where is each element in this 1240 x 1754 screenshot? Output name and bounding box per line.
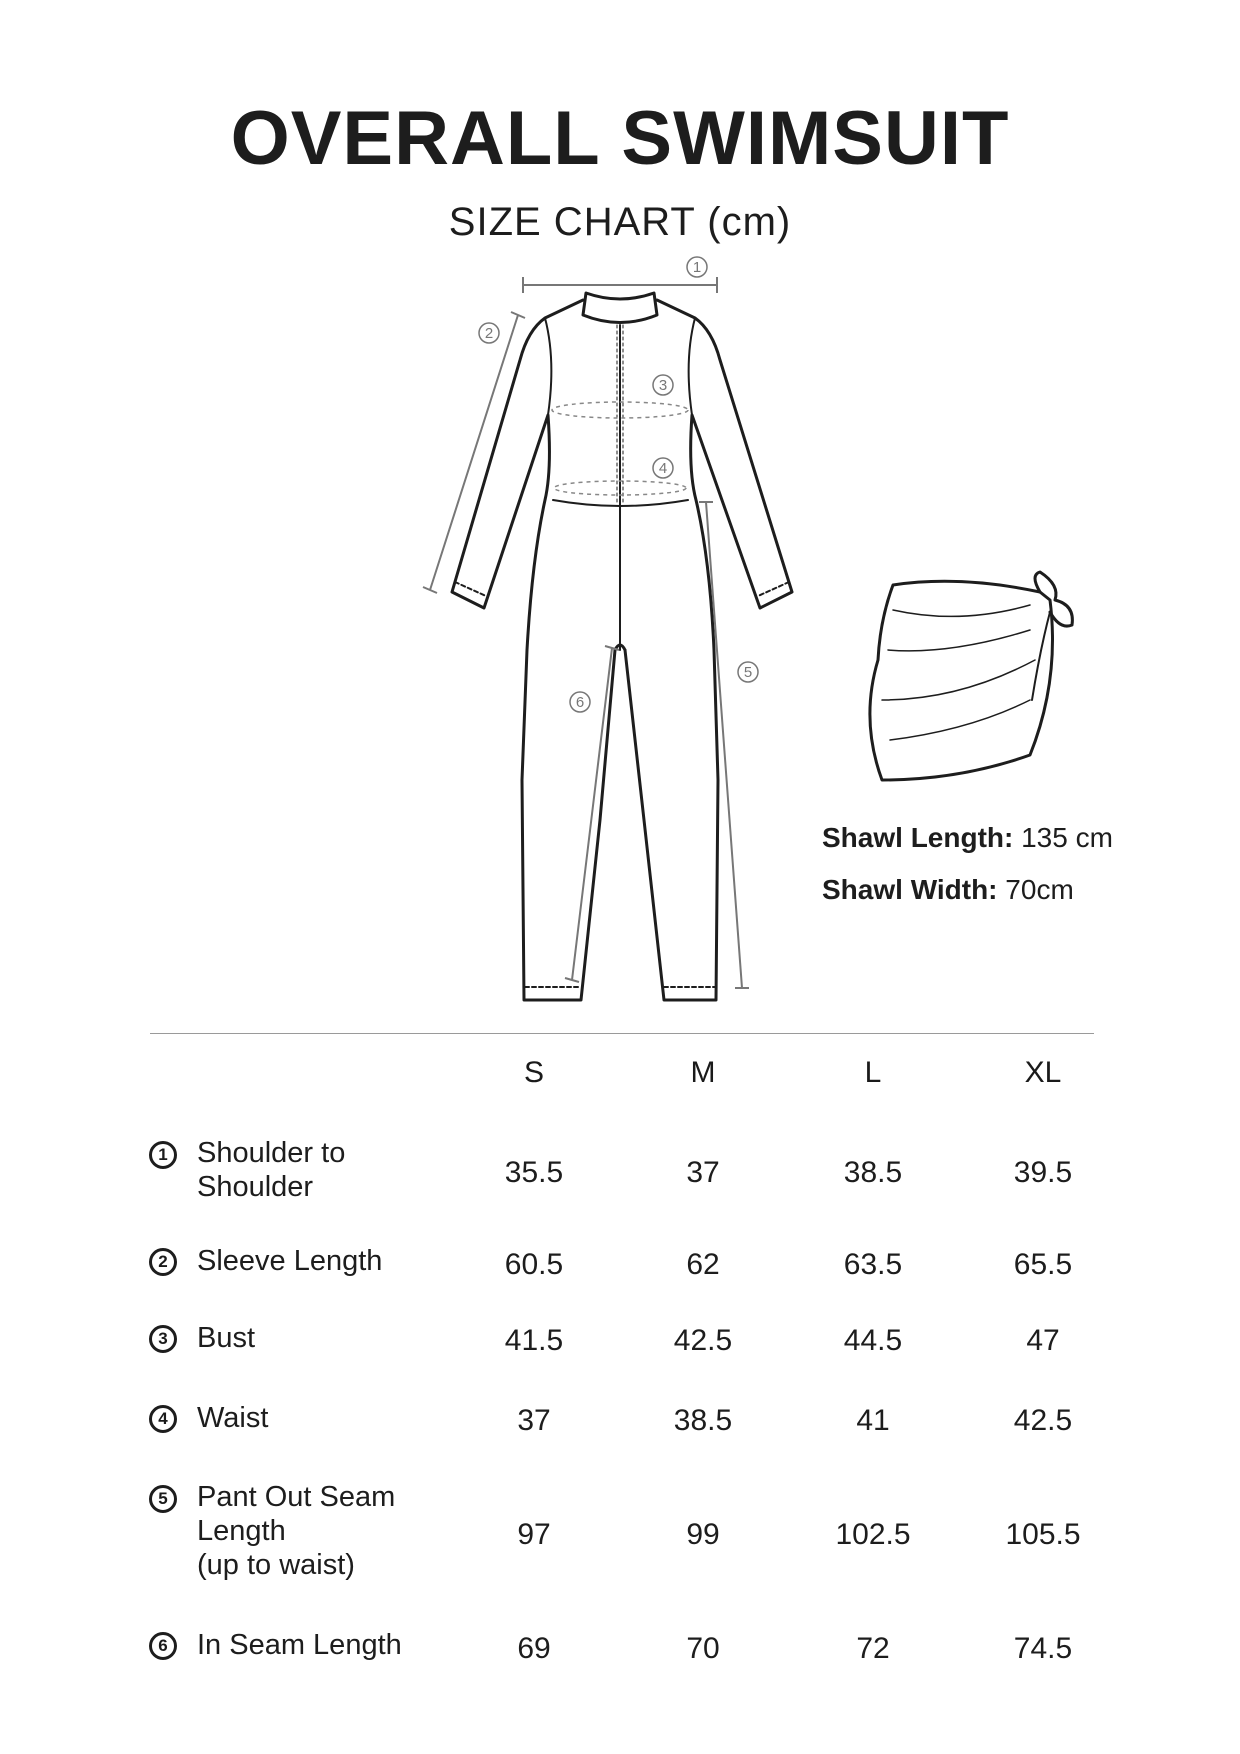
row-number-badge: 4 <box>149 1405 177 1433</box>
table-cell: 97 <box>517 1518 551 1551</box>
shawl-length <box>822 822 1113 854</box>
row-label-inseam <box>197 1628 402 1662</box>
col-header-m: M <box>690 1056 716 1089</box>
marker-6: 6 <box>575 694 585 711</box>
table-cell: 37 <box>517 1404 551 1437</box>
row-number-badge: 3 <box>149 1325 177 1353</box>
row-number-badge: 1 <box>149 1141 177 1169</box>
marker-3: 3 <box>658 377 668 394</box>
row-label-shoulder <box>197 1136 345 1204</box>
shawl-width-label: Shawl Width: <box>822 874 998 905</box>
row-number-badge: 2 <box>149 1248 177 1276</box>
table-cell: 69 <box>517 1632 551 1665</box>
label-line: Bust <box>197 1322 256 1354</box>
table-cell: 72 <box>856 1632 890 1665</box>
label-line: Shoulder to <box>197 1137 346 1169</box>
table-cell: 62 <box>686 1248 720 1281</box>
marker-5: 5 <box>743 664 753 681</box>
shawl-width <box>822 874 1074 906</box>
page-title: OVERALL SWIMSUIT <box>230 96 1010 181</box>
shoulder-measure-line <box>523 277 717 293</box>
row-label-waist <box>197 1401 268 1435</box>
label-line: (up to waist) <box>197 1549 355 1581</box>
shawl-length-value: 135 cm <box>1021 822 1113 853</box>
table-cell: 70 <box>686 1632 720 1665</box>
table-divider <box>150 1033 1094 1034</box>
table-cell: 35.5 <box>504 1156 564 1189</box>
row-label-outseam <box>197 1480 395 1582</box>
table-cell: 39.5 <box>1013 1156 1073 1189</box>
table-cell: 105.5 <box>1005 1518 1081 1551</box>
label-line: Waist <box>197 1402 269 1434</box>
collar-outline <box>583 293 657 323</box>
table-cell: 74.5 <box>1013 1632 1073 1665</box>
label-line: Shoulder <box>197 1171 314 1203</box>
marker-1: 1 <box>692 259 702 276</box>
table-cell: 37 <box>686 1156 720 1189</box>
table-cell: 41.5 <box>504 1324 564 1357</box>
label-line: Pant Out Seam <box>197 1481 396 1513</box>
suit-right-outline <box>625 300 792 1000</box>
table-cell: 65.5 <box>1013 1248 1073 1281</box>
shawl-length-label: Shawl Length: <box>822 822 1014 853</box>
sleeve-measure-line <box>423 312 525 593</box>
table-cell: 38.5 <box>843 1156 903 1189</box>
shawl-drawing <box>870 572 1072 780</box>
table-cell: 63.5 <box>843 1248 903 1281</box>
table-cell: 42.5 <box>673 1324 733 1357</box>
col-header-l: L <box>864 1056 882 1089</box>
table-cell: 47 <box>1026 1324 1060 1357</box>
col-header-xl: XL <box>1024 1056 1062 1089</box>
marker-4: 4 <box>658 460 668 477</box>
suit-left-outline <box>452 300 615 1000</box>
table-cell: 102.5 <box>835 1518 911 1551</box>
table-cell: 41 <box>856 1404 890 1437</box>
table-cell: 38.5 <box>673 1404 733 1437</box>
table-cell: 44.5 <box>843 1324 903 1357</box>
table-cell: 60.5 <box>504 1248 564 1281</box>
row-number-badge: 6 <box>149 1632 177 1660</box>
row-label-sleeve <box>197 1244 382 1278</box>
label-line: In Seam Length <box>197 1629 402 1661</box>
label-line: Sleeve Length <box>197 1245 383 1277</box>
row-label-bust <box>197 1321 255 1355</box>
shawl-width-value: 70cm <box>1005 874 1074 905</box>
table-cell: 42.5 <box>1013 1404 1073 1437</box>
label-line: Length <box>197 1515 286 1547</box>
outseam-measure-line <box>699 502 749 988</box>
row-number-badge: 5 <box>149 1485 177 1513</box>
page-subtitle: SIZE CHART (cm) <box>448 200 792 244</box>
table-cell: 99 <box>686 1518 720 1551</box>
col-header-s: S <box>523 1056 544 1089</box>
marker-2: 2 <box>484 325 494 342</box>
